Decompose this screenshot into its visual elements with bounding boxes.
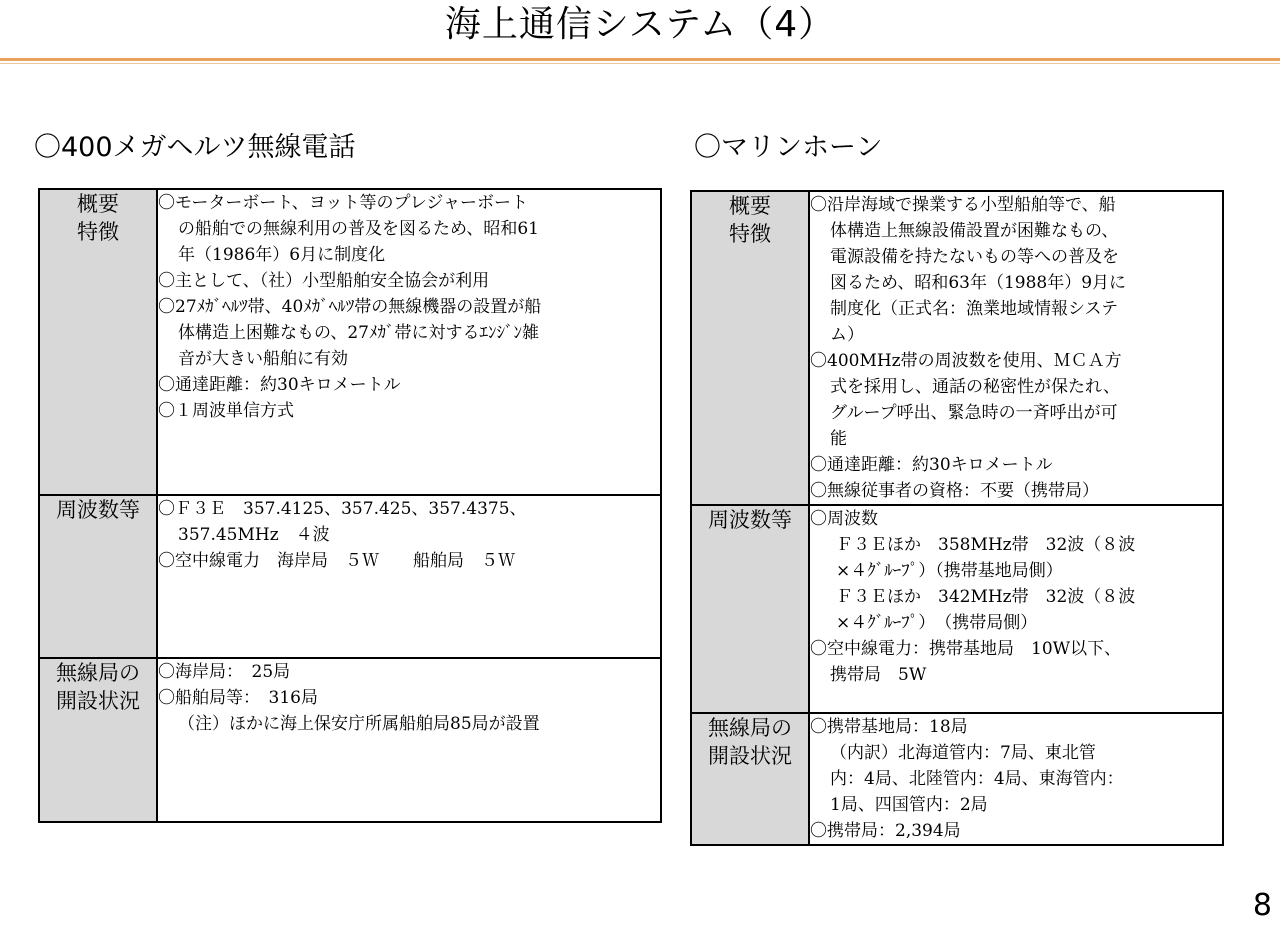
content-line: Ｆ３Ｅほか 358MHz帯 32波（８波 xyxy=(836,535,1136,555)
row-label-frequency xyxy=(39,495,157,658)
content-line: 能 xyxy=(830,429,847,449)
content-line: ×４ｸﾞﾙｰﾌﾟ）（携帯基地局側） xyxy=(836,561,1063,581)
table-marine-horn xyxy=(690,190,1224,846)
content-line: 携帯局 5W xyxy=(830,665,927,685)
content-line: の船舶での無線利用の普及を図るため、昭和61 xyxy=(178,219,539,239)
row-label-line: 周波数等 xyxy=(56,498,140,522)
content-line: ×４ｸﾞﾙｰﾌﾟ） （携帯局側） xyxy=(836,613,1038,633)
title-divider-thin xyxy=(0,63,1280,64)
content-line: 〇400MHz帯の周波数を使用、ＭＣＡ方 xyxy=(810,351,1122,371)
row-label-stations xyxy=(691,713,809,845)
content-line: 〇海岸局： 25局 xyxy=(158,662,291,682)
title-divider xyxy=(0,58,1280,61)
section-heading-marine-horn: 〇マリンホーン xyxy=(694,132,883,163)
row-label-stations xyxy=(39,658,157,822)
content-line: 体構造上困難なもの、27ﾒｶﾞ帯に対するｴﾝｼﾞﾝ雑 xyxy=(178,323,539,343)
row-label-line: 無線局の xyxy=(56,661,140,685)
content-line: （注）ほかに海上保安庁所属船舶局85局が設置 xyxy=(178,714,540,734)
content-line: グループ呼出、緊急時の一斉呼出が可 xyxy=(830,403,1118,423)
content-line: Ｆ３Ｅほか 342MHz帯 32波（８波 xyxy=(836,587,1136,607)
content-line: 図るため、昭和63年（1988年）9月に xyxy=(830,273,1127,293)
row-label-line: 概要 xyxy=(77,192,119,216)
section-heading-400mhz: 〇400メガヘルツ無線電話 xyxy=(34,132,356,163)
row-label-line: 無線局の xyxy=(708,716,792,740)
row-label-line: 周波数等 xyxy=(708,508,792,532)
table-row-stations xyxy=(691,713,1223,845)
table-row-frequency xyxy=(39,495,661,658)
content-line: 〇Ｆ３Ｅ 357.4125、357.425、357.4375、 xyxy=(158,499,527,519)
content-line: 357.45MHz ４波 xyxy=(178,525,330,545)
content-line: 〇携帯局：2,394局 xyxy=(810,821,961,841)
content-line: 〇空中線電力 海岸局 ５Ｗ 船舶局 ５Ｗ xyxy=(158,551,515,571)
row-content-overview xyxy=(157,189,661,495)
row-label-line: 特徴 xyxy=(729,222,771,246)
row-label-line: 特徴 xyxy=(77,220,119,244)
row-content-frequency xyxy=(809,505,1223,713)
content-line: 制度化（正式名：漁業地域情報システ xyxy=(830,299,1119,319)
content-line: 1局、四国管内：2局 xyxy=(830,795,988,815)
content-line: 年（1986年）6月に制度化 xyxy=(178,245,386,265)
row-content-stations xyxy=(157,658,661,822)
content-line: 音が大きい船舶に有効 xyxy=(178,349,348,369)
table-row-frequency xyxy=(691,505,1223,713)
content-line: 〇１周波単信方式 xyxy=(158,401,294,421)
table-row-overview xyxy=(39,189,661,495)
content-line: 内：4局、北陸管内：4局、東海管内： xyxy=(830,769,1124,789)
content-line: 〇沿岸海域で操業する小型船舶等で、船 xyxy=(810,195,1116,215)
content-line: （内訳）北海道管内：7局、東北管 xyxy=(830,743,1096,763)
row-label-line: 開設状況 xyxy=(56,689,140,713)
content-line: 電源設備を持たないもの等への普及を xyxy=(830,247,1119,267)
content-line: 〇通達距離：約30キロメートル xyxy=(810,455,1053,475)
row-content-overview xyxy=(809,191,1223,505)
row-label-line: 開設状況 xyxy=(708,744,792,768)
content-line: 〇空中線電力：携帯基地局 10W以下、 xyxy=(810,639,1122,659)
content-line: 式を採用し、通話の秘密性が保たれ、 xyxy=(830,377,1121,397)
content-line: 〇無線従事者の資格：不要（携帯局） xyxy=(810,481,1099,501)
page-number: 8 xyxy=(1252,888,1272,923)
content-line: 体構造上無線設備設置が困難なもの、 xyxy=(830,221,1119,241)
content-line: 〇モーターボート、ヨット等のプレジャーボート xyxy=(158,193,529,213)
row-content-stations xyxy=(809,713,1223,845)
row-label-frequency xyxy=(691,505,809,713)
content-line: 〇27ﾒｶﾞﾍﾙﾂ帯、40ﾒｶﾞﾍﾙﾂ帯の無線機器の設置が船 xyxy=(158,297,542,317)
content-line: ム） xyxy=(830,325,864,345)
table-row-stations xyxy=(39,658,661,822)
row-content-frequency xyxy=(157,495,661,658)
table-row-overview xyxy=(691,191,1223,505)
row-label-overview xyxy=(39,189,157,495)
row-label-overview xyxy=(691,191,809,505)
content-line: 〇通達距離：約30キロメートル xyxy=(158,375,401,395)
content-line: 〇船舶局等： 316局 xyxy=(158,688,318,708)
content-line: 〇周波数 xyxy=(810,509,878,529)
page-title: 海上通信システム（4） xyxy=(444,4,836,45)
content-line: 〇携帯基地局：18局 xyxy=(810,717,968,737)
content-line: 〇主として、（社）小型船舶安全協会が利用 xyxy=(158,271,490,291)
row-label-line: 概要 xyxy=(729,194,771,218)
table-400mhz-radio xyxy=(38,188,662,823)
